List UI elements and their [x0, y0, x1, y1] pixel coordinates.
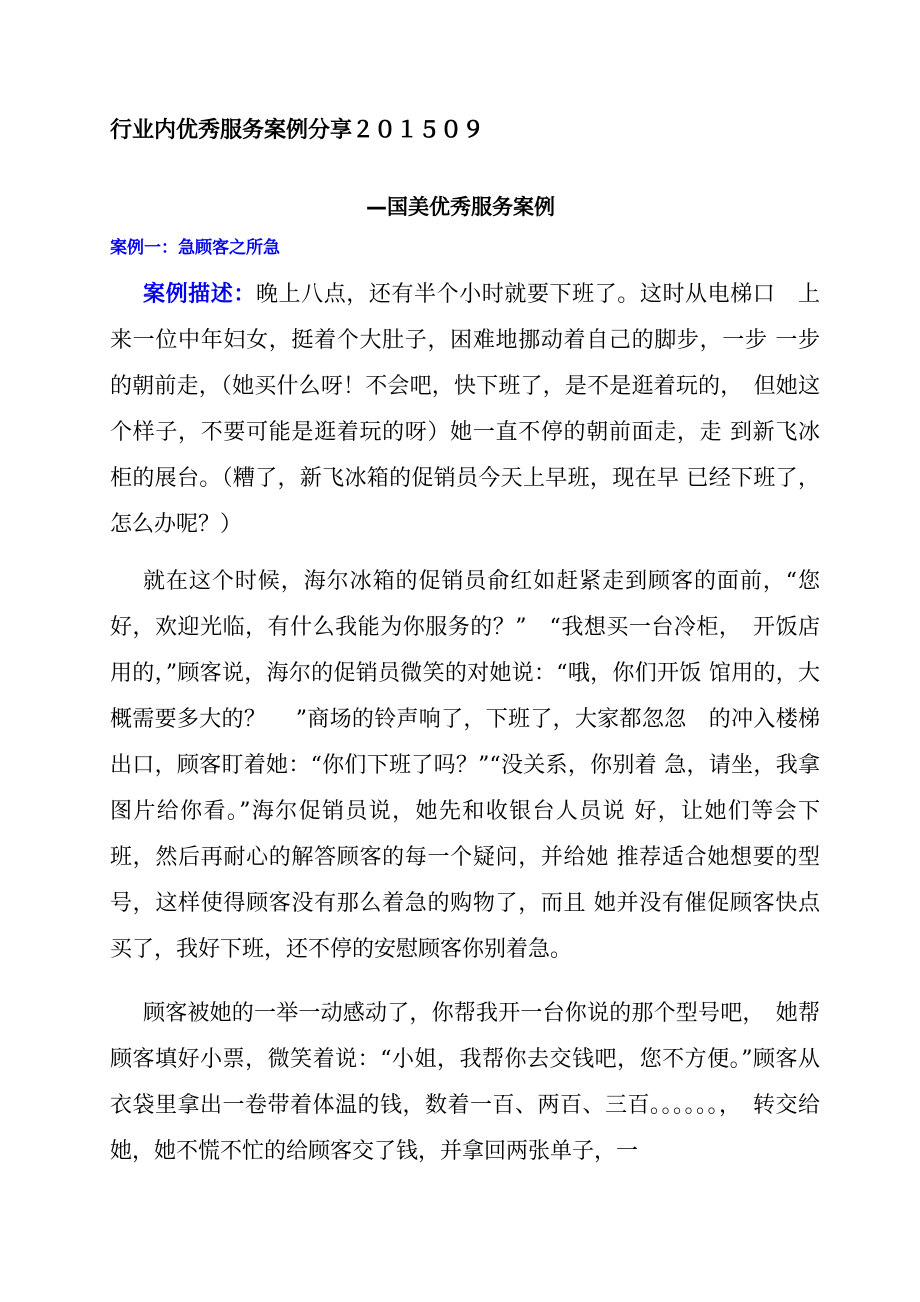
document-title: 行业内优秀服务案例分享２０１５０９	[110, 118, 485, 143]
paragraph-body	[110, 991, 820, 1175]
case-heading: 案例一：急顾客之所急	[110, 238, 280, 258]
paragraph-text: 晚上八点，还有半个小时就要下班了。这时从电梯口 上来一位中年妇女，挺着个大肚子，困难地挪动着自己的脚步，一步 一步的朝前走，（她买什么呀！不会吧，快下班了，是不是逛着玩的， 但她这个样子，不要可能是逛着玩的呀）她一直不停的朝前面走，走 到新飞冰柜的展台。（糟了，新飞冰箱的促销员今天上早班，现在早 已经下班了，怎么办呢？）	[110, 282, 820, 537]
case-description-label: 案例描述：	[143, 282, 256, 307]
paragraph-text: 就在这个时候，海尔冰箱的促销员俞红如赶紧走到顾客的面前，“您好，欢迎光临，有什么我能为你服务的？” “我想买一台冷柜， 开饭店用的，”顾客说，海尔的促销员微笑的对她说：“哦，你们开饭 馆用的，大概需要多大的？ ”商场的铃声响了，下班了，大家都忽忽 的冲入楼梯出口，顾客盯着她：“你们下班了吗？”“没关系，你别着 急，请坐，我拿图片给你看。”海尔促销员说，她先和收银台人员说 好，让她们等会下班，然后再耐心的解答顾客的每一个疑问，并给她 推荐适合她想要的型号，这样使得顾客没有那么着急的购物了，而且 她并没有催促顾客快点买了，我好下班，还不停的安慰顾客你别着急。	[110, 569, 820, 962]
paragraph-text: 顾客被她的一举一动感动了，你帮我开一台你说的那个型号吧， 她帮顾客填好小票，微笑着说：“小姐，我帮你去交钱吧，您不方便。”顾客从衣袋里拿出一卷带着体温的钱，数着一百、两百、三百。。。。。。， 转交给她，她不慌不忙的给顾客交了钱，并拿回两张单子，一	[110, 1001, 820, 1164]
paragraph-body	[110, 559, 820, 973]
paragraph-case-description	[110, 272, 820, 548]
document-subtitle: —国美优秀服务案例	[366, 195, 555, 219]
